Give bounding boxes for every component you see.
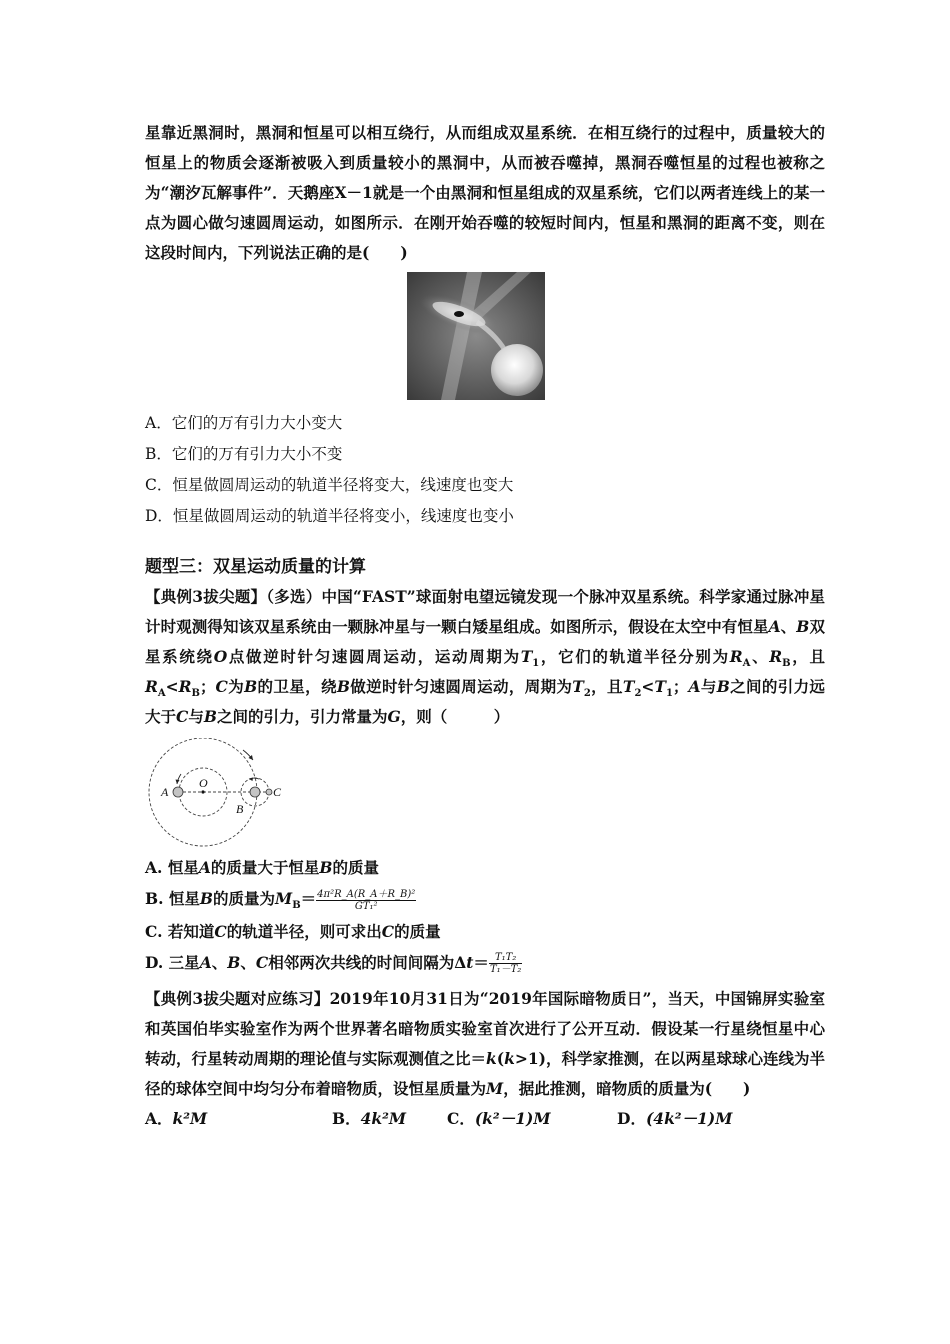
text-run: ； — [200, 677, 216, 696]
less-than: < — [641, 677, 655, 696]
equals-sign: ＝ — [300, 889, 317, 908]
text-run: ，据此推测，暗物质的质量为( ) — [503, 1079, 751, 1098]
practice-paragraph — [145, 984, 825, 1104]
q3-option-c — [145, 921, 825, 943]
text-run: 双星系统绕 — [145, 617, 825, 666]
choice-label: D． — [617, 1109, 646, 1128]
example3-tag: 【典例3拔尖题】 — [145, 587, 267, 606]
text-run: 做逆时针匀速圆周运动，周期为 — [349, 677, 573, 696]
var-c: C — [381, 921, 395, 941]
var-b: B — [336, 677, 350, 696]
var-c: C — [215, 677, 228, 696]
black-hole-star-image — [407, 272, 545, 400]
text-run: 、 — [780, 617, 797, 636]
fraction-numerator: T₁T₂ — [489, 952, 522, 964]
var-o: O — [213, 647, 228, 666]
sub-b: B — [292, 900, 301, 912]
text-run: （多选）中国“FAST”球面射电望远镜发现一个脉冲双星系统。科学家通过脉冲星计时观测得知该双星系统由一颗脉冲星与一颗白矮星组成。如图所示，假设在太空中有恒星 — [145, 587, 825, 636]
q1-option-c: C．恒星做圆周运动的轨道半径将变大，线速度也变大 — [145, 476, 514, 494]
choice-expr: (4k²－1)M — [645, 1109, 733, 1128]
var-r: R — [769, 647, 783, 666]
sub-b: B — [782, 658, 791, 670]
text-run: B. 恒星 — [145, 889, 200, 908]
var-b: B — [227, 952, 241, 972]
text-run: ，则（ ） — [400, 707, 510, 726]
example3-paragraph — [145, 582, 825, 732]
text-run: D. 三星 — [145, 952, 200, 972]
text-run: C. 若知道 — [145, 921, 215, 941]
sub-2: 2 — [583, 688, 591, 700]
var-r: R — [729, 647, 743, 666]
star-a — [173, 787, 183, 797]
sub-a: A — [157, 688, 166, 700]
sub-a: A — [742, 658, 751, 670]
practice-tag: 【典例3拔尖题对应练习】 — [145, 989, 330, 1008]
choice-label: C． — [447, 1109, 475, 1128]
var-a: A — [198, 858, 211, 877]
choice-label: A． — [145, 1109, 173, 1128]
var-b: B — [319, 858, 333, 877]
var-a: A — [199, 952, 212, 972]
intro-paragraph: 星靠近黑洞时，黑洞和恒星可以相互绕行，从而组成双星系统．在相互绕行的过程中，质量较大的恒星上的物质会逐渐被吸入到质量较小的黑洞中，从而被吞噬掉，黑洞吞噬恒星的过程也被称之为“潮汐瓦解事件”．天鹅座X－1就是一个由黑洞和恒星组成的双星系统，它们以两者连线上的某一点为圆心做匀速圆周运动，如图所示．在刚开始吞噬的较短时间内，恒星和黑洞的距离不变，则在这段时间内，下列说法正确的是( ) — [145, 123, 825, 262]
var-b: B — [796, 617, 810, 636]
mass-fraction — [316, 889, 416, 912]
orbit-diagram — [145, 738, 285, 850]
text-run: 相邻两次共线的时间间隔为 — [268, 952, 455, 972]
q3-option-d — [145, 952, 825, 976]
sub-1: 1 — [532, 658, 540, 670]
text-run: 的质量 — [332, 858, 379, 877]
var-t: T — [520, 647, 533, 666]
interval-fraction — [489, 952, 522, 975]
label-a: A — [161, 785, 169, 799]
text-run: 与 — [700, 677, 717, 696]
choice-expr: k²M — [172, 1109, 208, 1128]
text-run: 为 — [227, 677, 245, 696]
var-m: M — [486, 1079, 504, 1098]
text-run: ，它们的轨道半径分别为 — [539, 647, 730, 666]
var-r: R — [178, 677, 192, 696]
text-run: ，且 — [590, 677, 623, 696]
var-b: B — [199, 889, 214, 908]
text-run: 的卫星，绕 — [257, 677, 337, 696]
sub-2: 2 — [634, 688, 642, 700]
text-run: 之间的引力远大于 — [145, 677, 825, 726]
var-c: C — [255, 952, 269, 972]
practice-choice-d — [617, 1104, 732, 1134]
document-page — [145, 118, 825, 1134]
var-t: T — [572, 677, 584, 696]
satellite-c — [266, 789, 272, 795]
fraction-denominator: T₁－T₂ — [489, 964, 522, 975]
var-a: A — [768, 617, 781, 636]
practice-choice-a — [145, 1104, 332, 1134]
fraction-denominator: GT₁² — [354, 900, 378, 912]
q1-option-a: A．它们的万有引力大小变大 — [145, 414, 343, 432]
var-m: M — [275, 889, 293, 908]
practice-choice-b — [332, 1104, 447, 1134]
var-t: t — [466, 952, 474, 972]
var-t: T — [654, 677, 666, 696]
text-run: 的轨道半径，则可求出 — [226, 921, 382, 941]
q3-option-b — [145, 888, 825, 912]
equals-sign: ＝ — [473, 952, 489, 972]
text-run: 2019年10月31日为“2019年国际暗物质日”，当天，中国锦屏实验室和英国伯毕实验室作为两个世界著名暗物质实验室首次进行了公开互动．假设某一行星绕恒星中心转动，行星转动周期的理论值与实际观测值之比＝ — [145, 989, 825, 1068]
center-point-o — [201, 790, 204, 793]
text-run: ； — [672, 677, 689, 696]
text-run: A. 恒星 — [145, 858, 199, 877]
text-run: 之间的引力，引力常量为 — [216, 707, 388, 726]
var-b: B — [203, 707, 217, 726]
text-run: 的质量 — [394, 921, 441, 941]
fraction-numerator: 4π²R_A(R_A＋R_B)² — [317, 888, 416, 900]
sub-b: B — [191, 688, 200, 700]
sub-1: 1 — [665, 688, 673, 700]
choice-expr: 4k²M — [360, 1109, 407, 1128]
text-run: ( — [496, 1049, 505, 1068]
text-run: 、 — [750, 647, 770, 666]
text-run: 的质量大于恒星 — [210, 858, 320, 877]
var-r: R — [145, 677, 158, 696]
var-b: B — [716, 677, 730, 696]
q3-option-a — [145, 857, 825, 879]
var-a: A — [688, 677, 701, 696]
choice-expr: (k²－1)M — [474, 1109, 551, 1128]
choice-label: B． — [332, 1109, 361, 1128]
star-b — [250, 787, 260, 797]
text-run: 的质量为 — [213, 889, 276, 908]
text-run: 、 — [211, 952, 228, 972]
q1-option-d: D．恒星做圆周运动的轨道半径将变小，线速度也变小 — [145, 507, 514, 525]
var-b: B — [244, 677, 258, 696]
text-run: >1)，科学家推测，在以两星球球心连线为半径的球体空间中均匀分布着暗物质，设恒星质量为 — [145, 1049, 825, 1098]
text-run: 与 — [188, 707, 204, 726]
section-heading: 题型三：双星运动质量的计算 — [145, 557, 366, 577]
var-g: G — [387, 707, 401, 726]
text-run: 、 — [240, 952, 256, 972]
var-k: k — [504, 1049, 515, 1068]
var-c: C — [176, 707, 189, 726]
var-c: C — [214, 921, 227, 941]
delta-symbol: Δ — [454, 952, 467, 972]
practice-choice-c — [447, 1104, 617, 1134]
var-t: T — [622, 677, 635, 696]
practice-choices — [145, 1104, 825, 1134]
var-k: k — [486, 1049, 497, 1068]
q1-option-b: B．它们的万有引力大小不变 — [145, 445, 343, 463]
text-run: 点做逆时针匀速圆周运动，运动周期为 — [227, 647, 521, 666]
label-b: B — [236, 802, 244, 816]
label-o: O — [199, 776, 208, 790]
less-than: < — [165, 677, 179, 696]
text-run: ，且 — [790, 647, 825, 666]
label-c: C — [273, 785, 282, 799]
